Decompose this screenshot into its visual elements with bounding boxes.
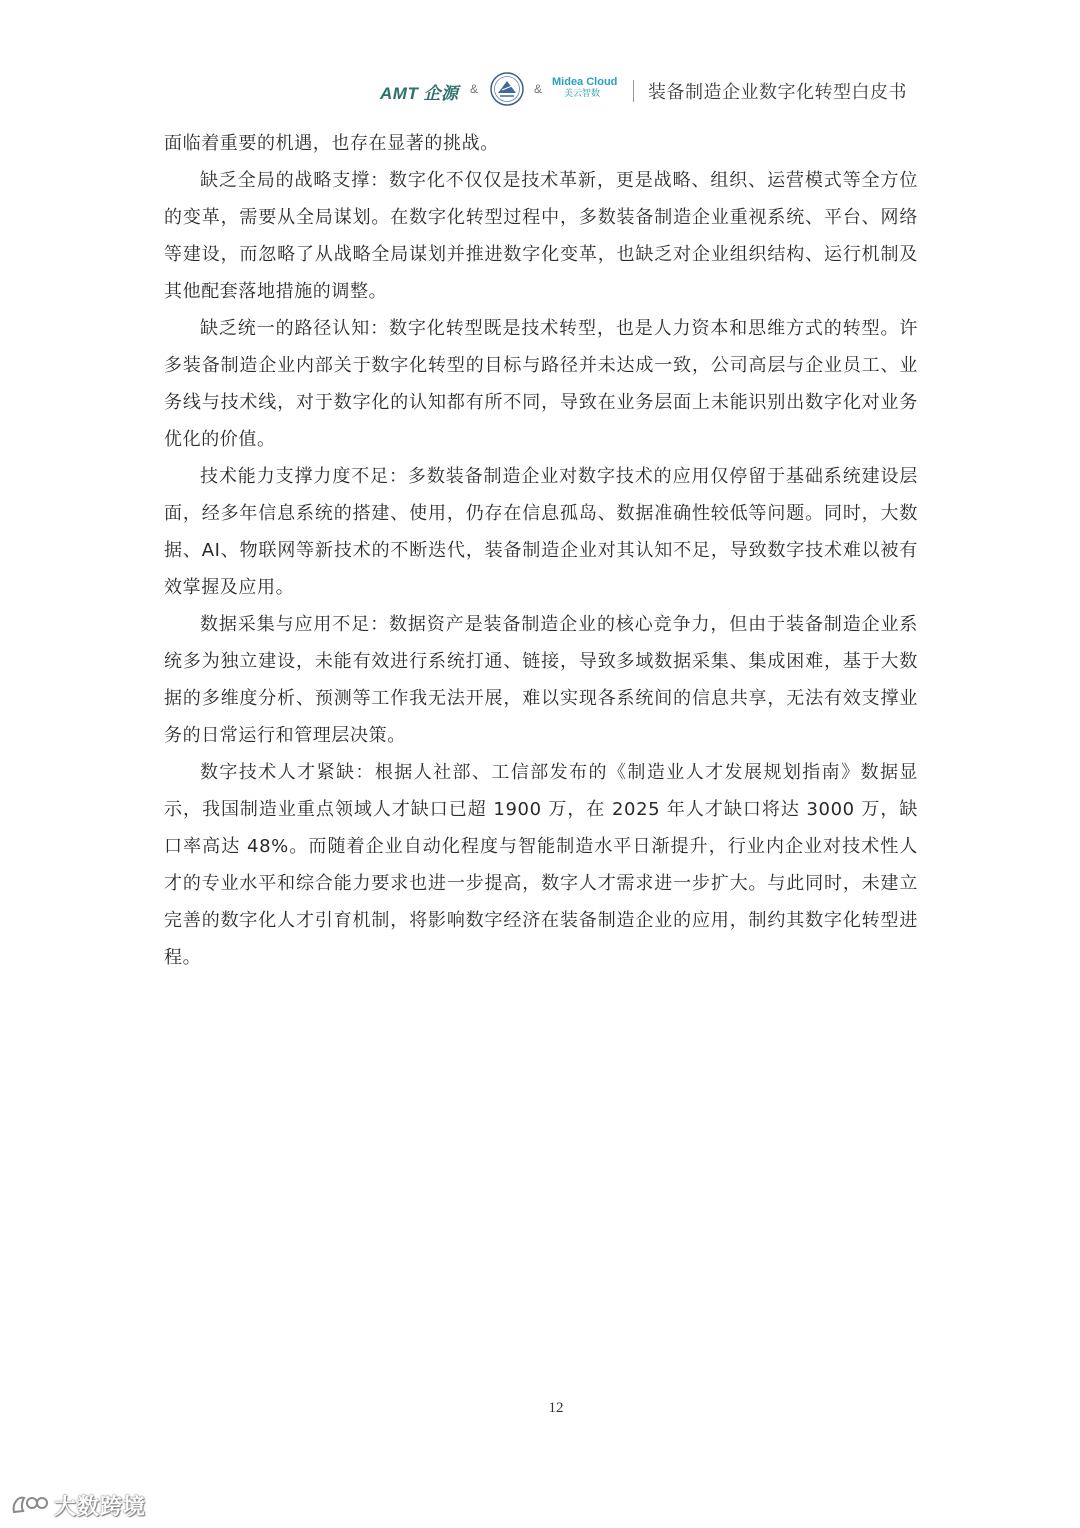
paragraph: 缺乏全局的战略支撑：数字化不仅仅是技术革新，更是战略、组织、运营模式等全方位的变革，需要从全局谋划。在数字化转型过程中，多数装备制造企业重视系统、平台、网络等建设，而忽略了从战略全局谋划并推进数字化变革，也缺乏对企业组织结构、运行机制及其他配套落地措施的调整。 [164, 170, 918, 302]
header-divider [633, 80, 634, 102]
paragraph: 缺乏统一的路径认知：数字化转型既是技术转型，也是人力资本和思维方式的转型。许多装备制造企业内部关于数字化转型的目标与路径并未达成一致，公司高层与企业员工、业务线与技术线，对于数字化的认知都有所不同，导致在业务层面上未能识别出数字化对业务优化的价值。 [164, 318, 918, 450]
midea-logo-cn: 美云智数 [564, 89, 601, 99]
ampersand: & [470, 82, 479, 96]
paragraph: 技术能力支撑力度不足：多数装备制造企业对数字技术的应用仅停留于基础系统建设层面，经多年信息系统的搭建、使用，仍存在信息孤岛、数据准确性较低等问题。同时，大数据、AI、物联网等新技术的不断迭代，装备制造企业对其认知不足，导致数字技术难以被有效掌握及应用。 [164, 466, 918, 598]
paragraph: 数字技术人才紧缺：根据人社部、工信部发布的《制造业人才发展规划指南》数据显示，我国制造业重点领域人才缺口已超 1900 万，在 2025 年人才缺口将达 3000 万，缺口率高达 48%。而随着企业自动化程度与智能制造水平日渐提升，行业内企业对技术性人才的专业水平和综合能力要求也进一步提高，数字人才需求进一步扩大。与此同时，未建立完善的数字化人才引育机制，将影响数字经济在装备制造企业的应用，制约其数字化转型进程。 [164, 762, 918, 968]
midea-logo-en: Midea Cloud [552, 76, 618, 88]
page-number: 12 [548, 1400, 564, 1416]
page-header [372, 70, 920, 110]
midea-cloud-logo [552, 76, 622, 100]
institute-emblem-icon [490, 72, 524, 106]
amt-logo: AMT 企源 [380, 84, 459, 103]
document-title: 装备制造企业数字化转型白皮书 [648, 82, 907, 103]
watermark [10, 1490, 146, 1520]
paragraph: 数据采集与应用不足：数据资产是装备制造企业的核心竞争力，但由于装备制造企业系统多为独立建设，未能有效进行系统打通、链接，导致多域数据采集、集成困难，基于大数据的多维度分析、预测等工作我无法开展，难以实现各系统间的信息共享，无法有效支撑业务的日常运行和管理层决策。 [164, 614, 918, 746]
paragraph: 面临着重要的机遇，也存在显著的挑战。 [164, 133, 499, 154]
watermark-text: 大数跨境 [54, 1494, 147, 1520]
body-content [164, 125, 918, 976]
ampersand: & [534, 82, 543, 96]
watermark-logo-icon [10, 1490, 50, 1520]
